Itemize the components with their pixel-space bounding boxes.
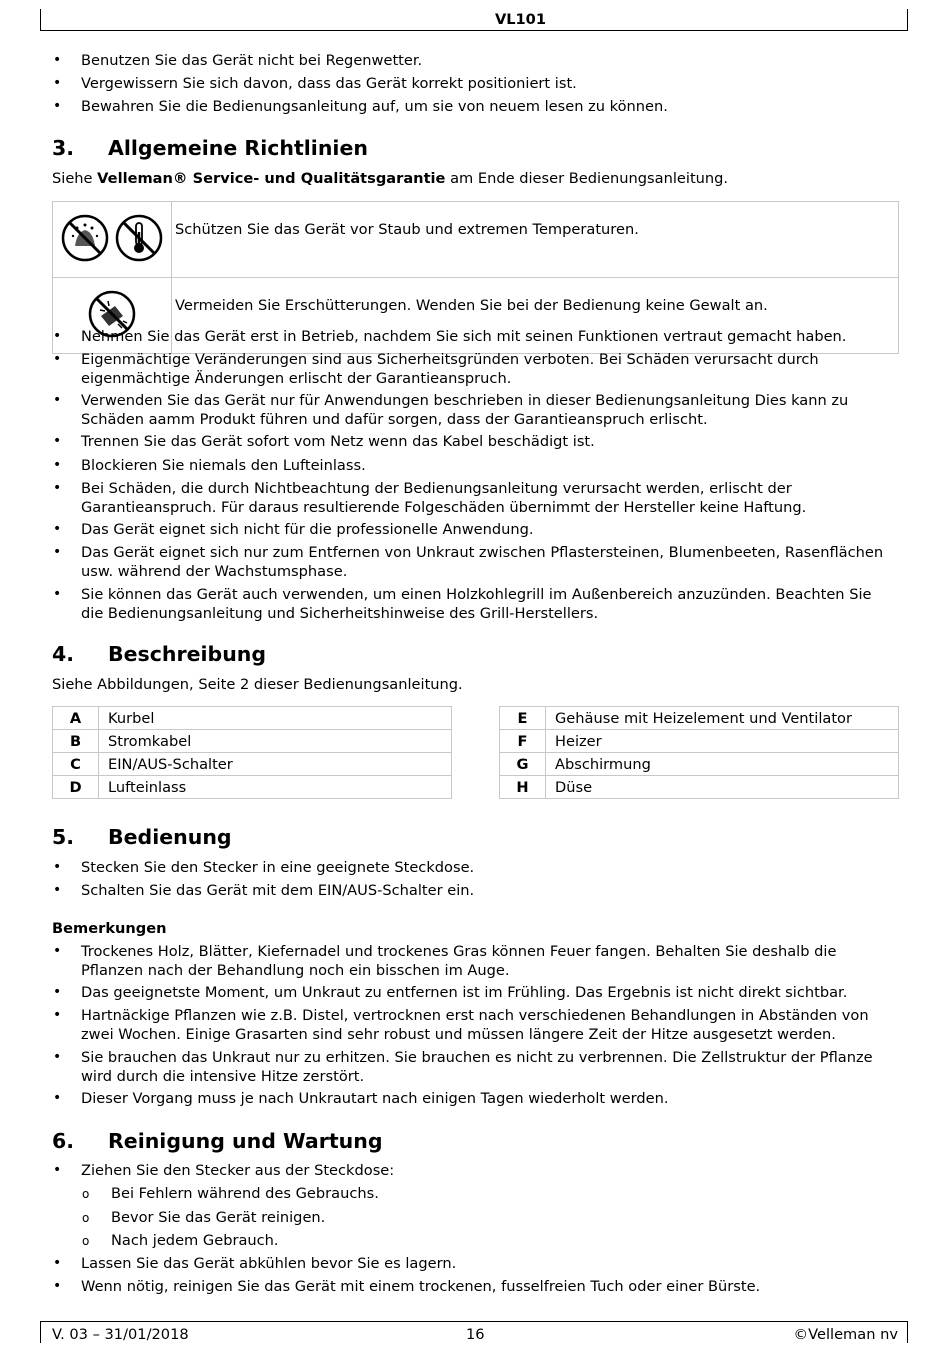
table-row: D Lufteinlass [53,776,452,799]
page-number: 16 [466,1326,485,1343]
section-3-intro: Siehe Velleman® Service- und Qualitätsgarantie am Ende dieser Bedienungsanleitung. [52,170,729,187]
table-row: F Heizer [500,730,899,753]
warning-row [53,202,899,278]
no-extreme-temperature-icon [115,214,163,266]
remarks-heading: Bemerkungen [52,920,167,937]
table-row: B Stromkabel [53,730,452,753]
footer-copyright: ©Velleman nv [793,1326,898,1343]
table-row: A Kurbel [53,707,452,730]
section-5-heading: 5. Bedienung [52,825,232,849]
warning-icons [53,202,172,278]
parts-table-right [499,706,899,799]
table-row: C EIN/AUS-Schalter [53,753,452,776]
section-4-heading: 4. Beschreibung [52,642,267,666]
section-3-heading: 3. Allgemeine Richtlinien [52,136,368,160]
table-row: H Düse [500,776,899,799]
section-6-heading: 6. Reinigung und Wartung [52,1129,383,1153]
no-dust-icon [61,214,109,266]
parts-table-left [52,706,452,799]
document-title: VL101 [494,11,546,28]
table-row: G Abschirmung [500,753,899,776]
section-4-intro: Siehe Abbildungen, Seite 2 dieser Bedienungsanleitung. [52,676,463,693]
table-row: E Gehäuse mit Heizelement und Ventilator [500,707,899,730]
footer-version: V. 03 – 31/01/2018 [52,1326,189,1343]
warning-text: Vermeiden Sie Erschütterungen. Wenden Sie bei der Bedienung keine Gewalt an. [172,278,899,354]
warning-text: Schützen Sie das Gerät vor Staub und extremen Temperaturen. [172,202,899,278]
header-frame [40,9,908,31]
